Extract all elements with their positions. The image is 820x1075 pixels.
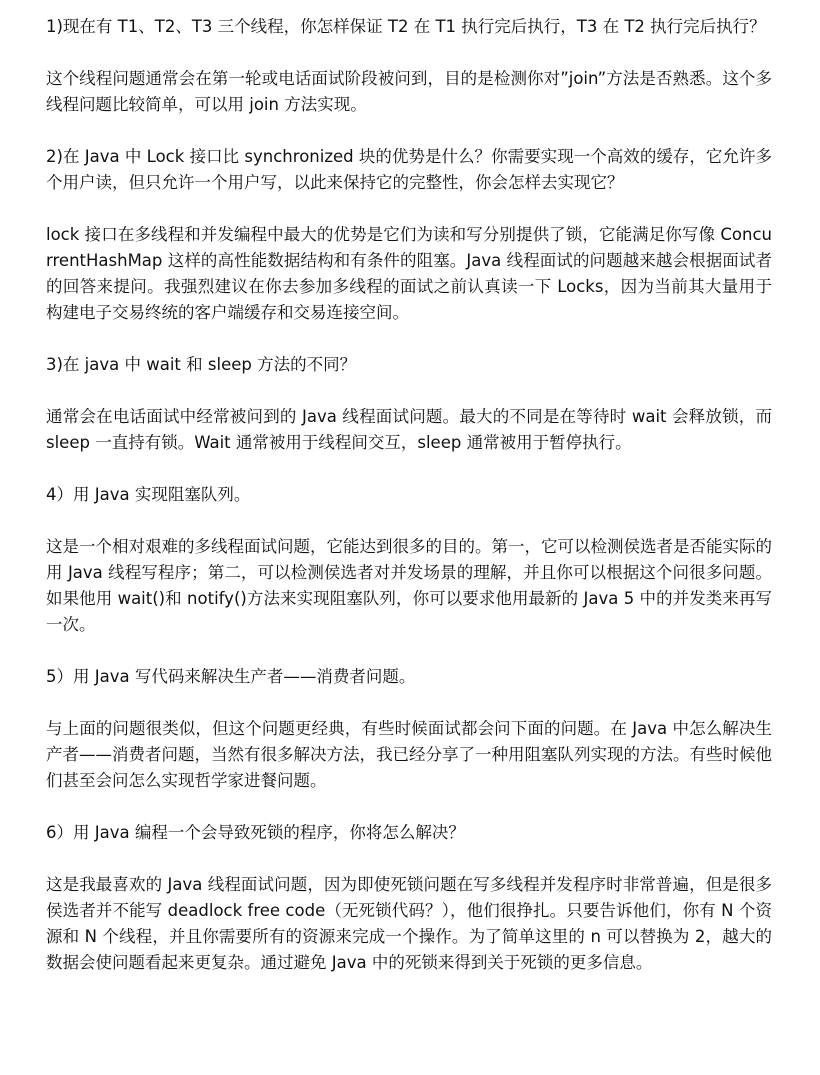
question-2: 2)在 Java 中 Lock 接口比 synchronized 块的优势是什么？你需要实现一个高效的缓存，它允许多个用户读，但只允许一个用户写，以此来保持它的完整性，你会怎样去实现它？ [46,147,772,192]
answer-3: 通常会在电话面试中经常被问到的 Java 线程面试问题。最大的不同是在等待时 wait 会释放锁，而 sleep 一直持有锁。Wait 通常被用于线程间交互，sleep 通常被用于暂停执行。 [46,407,772,452]
answer-2: lock 接口在多线程和并发编程中最大的优势是它们为读和写分别提供了锁，它能满足你写像 ConcurrentHashMap 这样的高性能数据结构和有条件的阻塞。Java 线程面试的问题越来越会根据面试者的回答来提问。我强烈建议在你去参加多线程的面试之前认真读一下 Locks，因为当前其大量用于构建电子交易终统的客户端缓存和交易连接空间。 [46,225,772,322]
question-6: 6）用 Java 编程一个会导致死锁的程序，你将怎么解决？ [46,823,465,842]
question-3: 3)在 java 中 wait 和 sleep 方法的不同？ [46,355,357,374]
question-5: 5）用 Java 写代码来解决生产者——消费者问题。 [46,667,416,686]
document-page [46,14,772,976]
answer-5: 与上面的问题很类似，但这个问题更经典，有些时候面试都会问下面的问题。在 Java 中怎么解决生产者——消费者问题，当然有很多解决方法，我已经分享了一种用阻塞队列实现的方法。有些时候他们甚至会问怎么实现哲学家进餐问题。 [46,719,772,790]
answer-4: 这是一个相对艰难的多线程面试问题，它能达到很多的目的。第一，它可以检测侯选者是否能实际的用 Java 线程写程序；第二，可以检测侯选者对并发场景的理解，并且你可以根据这个问很多问题。如果他用 wait()和 notify()方法来实现阻塞队列，你可以要求他用最新的 Java 5 中的并发类来再写一次。 [46,537,772,634]
question-1: 1)现在有 T1、T2、T3 三个线程，你怎样保证 T2 在 T1 执行完后执行，T3 在 T2 执行完后执行？ [46,17,766,36]
answer-1: 这个线程问题通常会在第一轮或电话面试阶段被问到，目的是检测你对”join”方法是否熟悉。这个多线程问题比较简单，可以用 join 方法实现。 [46,69,772,114]
answer-6: 这是我最喜欢的 Java 线程面试问题，因为即使死锁问题在写多线程并发程序时非常普遍，但是很多侯选者并不能写 deadlock free code（无死锁代码？），他们很挣扎。只要告诉他们，你有 N 个资源和 N 个线程，并且你需要所有的资源来完成一个操作。为了简单这里的 n 可以替换为 2，越大的数据会使问题看起来更复杂。通过避免 Java 中的死锁来得到关于死锁的更多信息。 [46,875,772,972]
question-4: 4）用 Java 实现阻塞队列。 [46,485,251,504]
